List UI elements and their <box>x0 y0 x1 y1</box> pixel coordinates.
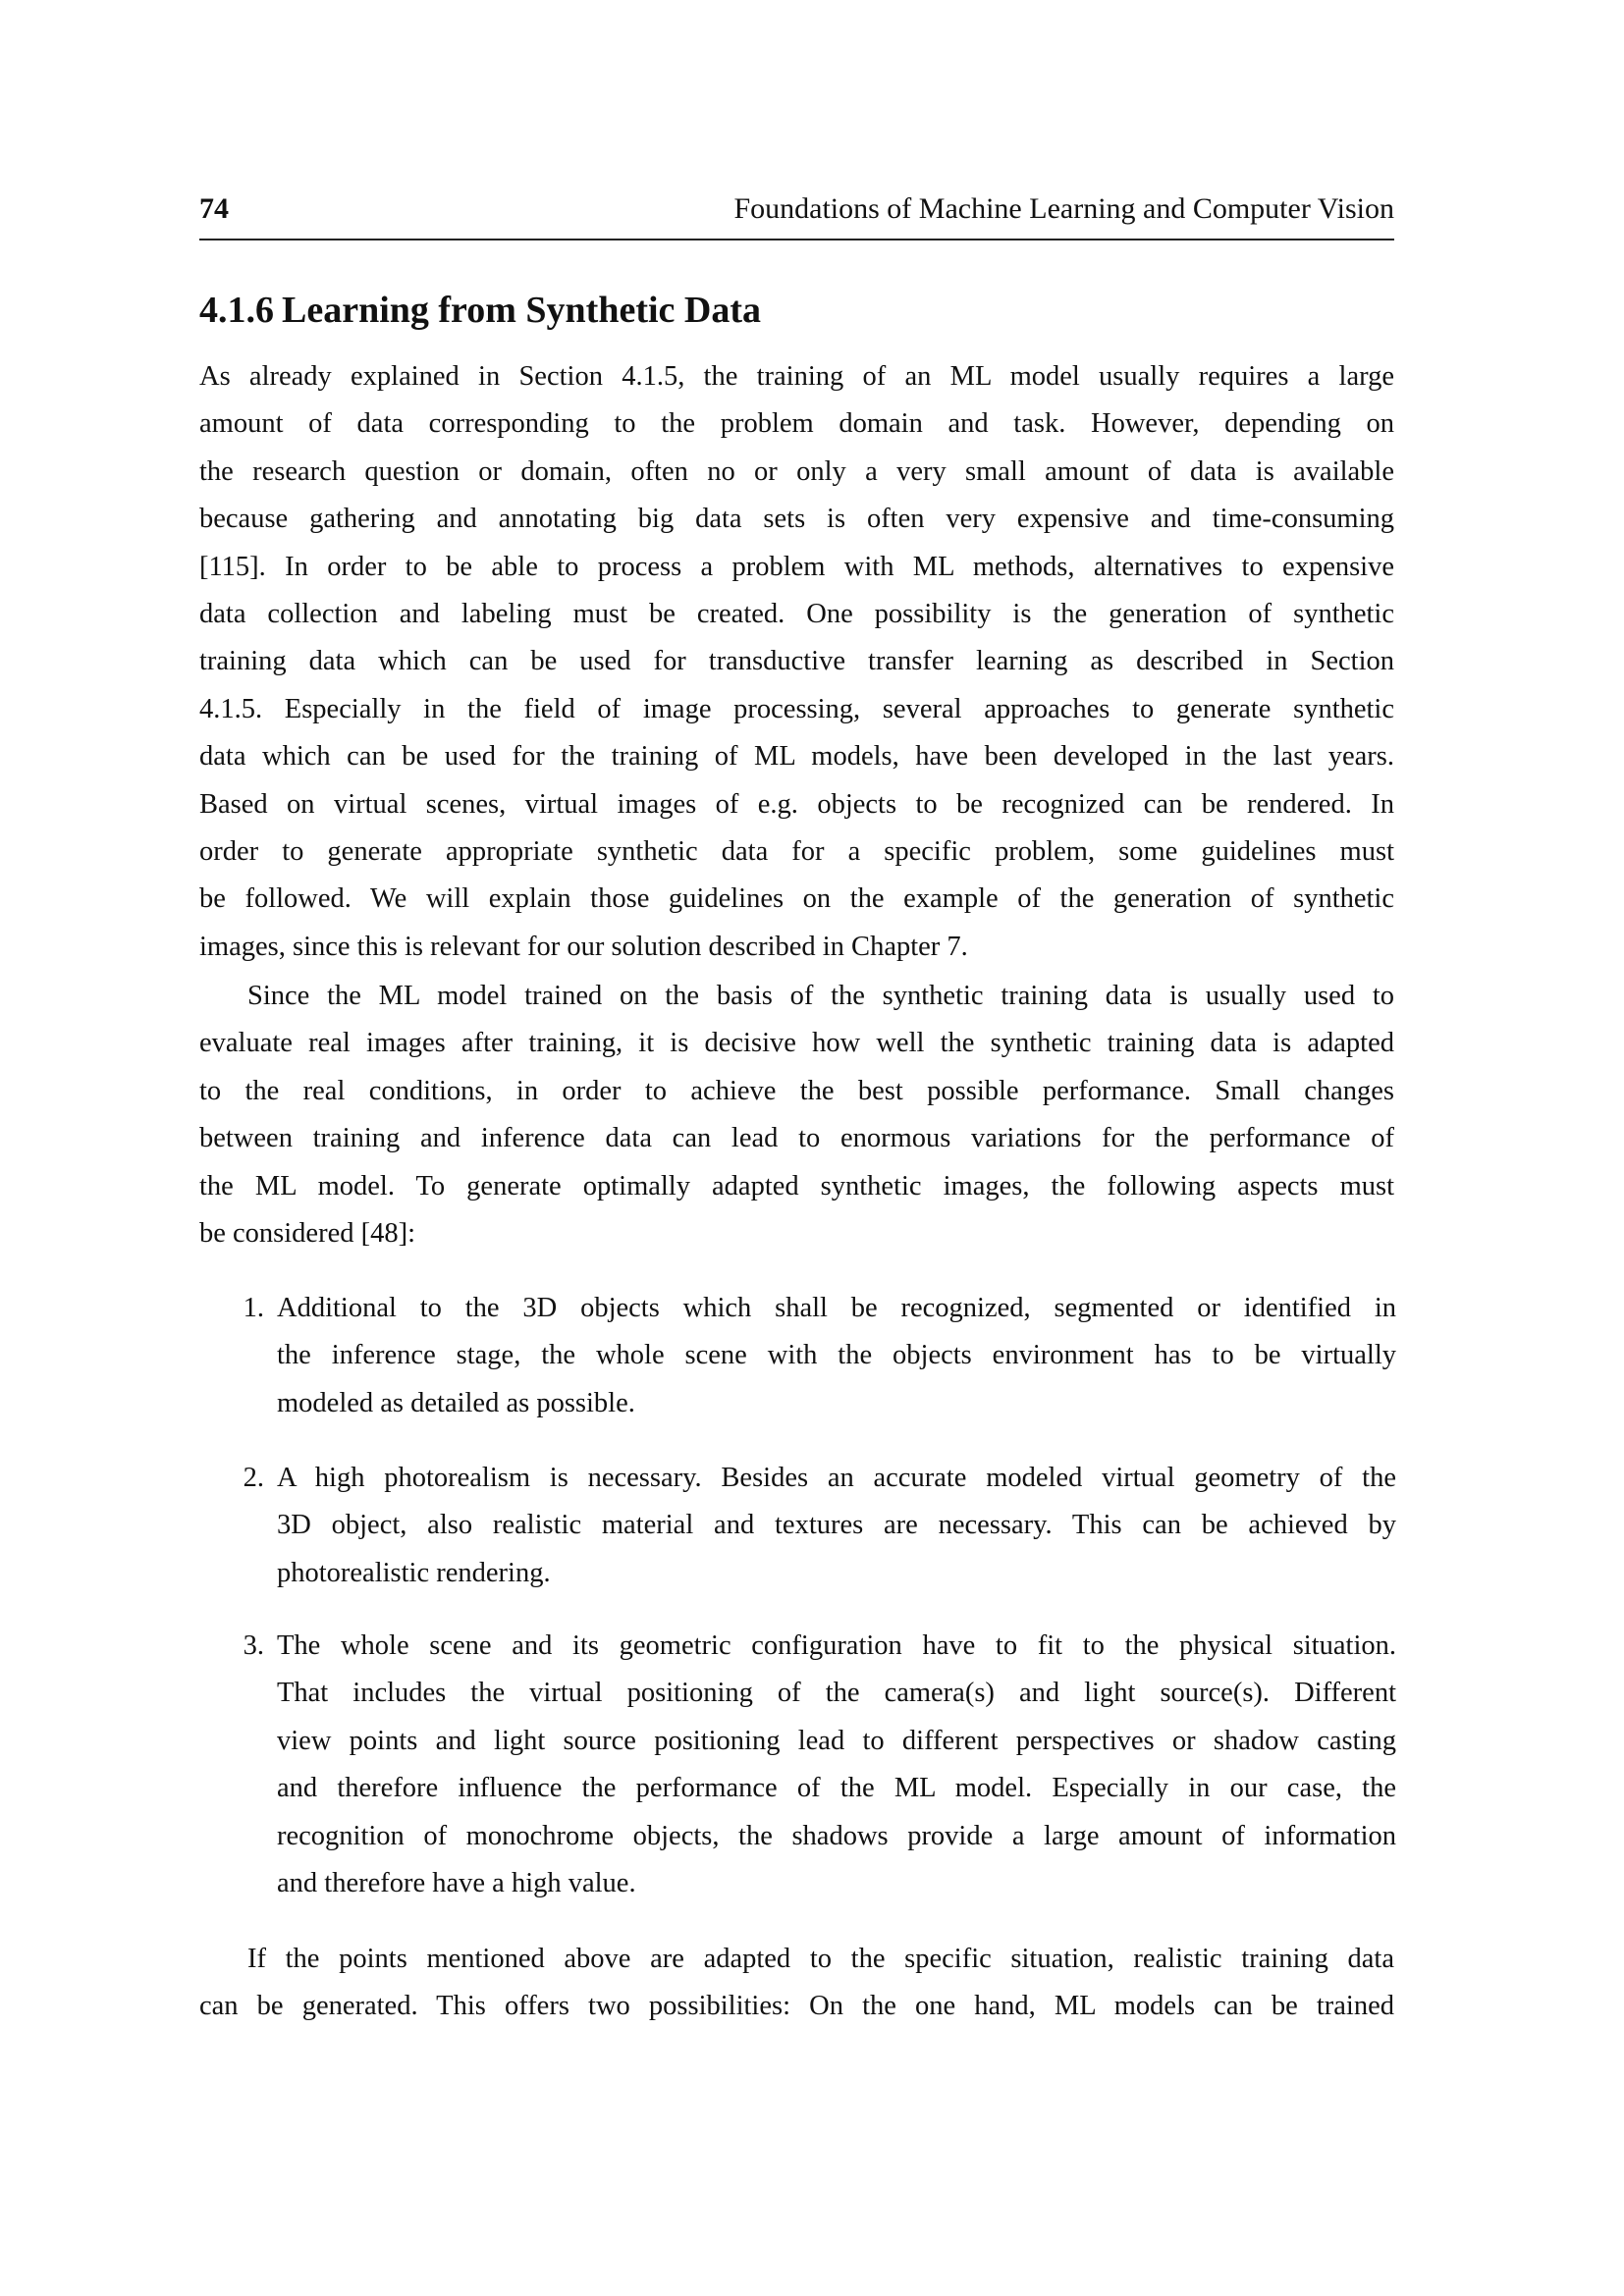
text-line: 4.1.5. Especially in the field of image processing, several approaches to generate synthetic <box>199 693 1394 724</box>
text-line: training data which can be used for transductive transfer learning as described in Section <box>199 646 1394 677</box>
list-number: 1. <box>243 1293 264 1323</box>
section-number: 4.1.6 <box>199 290 274 331</box>
text-line: be considered [48]: <box>199 1217 415 1249</box>
text-line: be followed. We will explain those guidelines on the example of the generation of synthetic <box>199 883 1394 915</box>
text-line: Since the ML model trained on the basis of the synthetic training data is usually used to <box>247 981 1394 1011</box>
text-line: images, since this is relevant for our solution described in Chapter 7. <box>199 931 968 962</box>
text-line: Based on virtual scenes, virtual images of e.g. objects to be recognized can be rendered. In <box>199 788 1394 820</box>
text-line: 3D object, also realistic material and textures are necessary. This can be achieved by <box>277 1510 1396 1541</box>
text-line: order to generate appropriate synthetic data for a specific problem, some guidelines must <box>199 835 1394 867</box>
text-line: and therefore have a high value. <box>277 1867 636 1898</box>
paragraph <box>199 973 1394 1257</box>
list-number: 2. <box>243 1463 264 1493</box>
text-line: to the real conditions, in order to achieve the best possible performance. Small changes <box>199 1075 1394 1106</box>
text-line: If the points mentioned above are adapted to the specific situation, realistic training data <box>247 1944 1394 1974</box>
text-line: That includes the virtual positioning of the camera(s) and light source(s). Different <box>277 1678 1396 1709</box>
text-line: photorealistic rendering. <box>277 1557 551 1588</box>
list-item-text <box>277 1455 1396 1597</box>
text-line: data which can be used for the training of ML models, have been developed in the last years. <box>199 741 1394 773</box>
running-title: Foundations of Machine Learning and Computer Vision <box>733 192 1394 225</box>
text-line: between training and inference data can lead to enormous variations for the performance of <box>199 1123 1394 1154</box>
text-line: recognition of monochrome objects, the shadows provide a large amount of information <box>277 1820 1396 1851</box>
page-number: 74 <box>199 192 229 225</box>
text-line: As already explained in Section 4.1.5, the training of an ML model usually requires a large <box>199 361 1394 392</box>
paragraph <box>199 353 1394 971</box>
text-line: amount of data corresponding to the problem domain and task. However, depending on <box>199 408 1394 440</box>
text-line: view points and light source positioning lead to different perspectives or shadow casting <box>277 1725 1396 1756</box>
list-item-text <box>277 1285 1396 1427</box>
text-line: data collection and labeling must be created. One possibility is the generation of synthetic <box>199 598 1394 629</box>
text-line: The whole scene and its geometric configuration have to fit to the physical situation. <box>277 1630 1396 1661</box>
paragraph <box>199 1936 1394 2031</box>
text-line: the ML model. To generate optimally adapted synthetic images, the following aspects must <box>199 1170 1394 1201</box>
text-line: the inference stage, the whole scene with the objects environment has to be virtually <box>277 1340 1396 1371</box>
text-line: modeled as detailed as possible. <box>277 1387 635 1418</box>
text-line: Additional to the 3D objects which shall be recognized, segmented or identified in <box>277 1293 1396 1323</box>
text-line: and therefore influence the performance of the ML model. Especially in our case, the <box>277 1773 1396 1804</box>
text-line: the research question or domain, often no or only a very small amount of data is available <box>199 455 1394 487</box>
text-line: A high photorealism is necessary. Besides an accurate modeled virtual geometry of the <box>277 1463 1396 1493</box>
section-heading <box>199 287 761 334</box>
text-line: evaluate real images after training, it is decisive how well the synthetic training data is adapted <box>199 1028 1394 1059</box>
text-line: can be generated. This offers two possibilities: On the one hand, ML models can be trained <box>199 1991 1394 2022</box>
section-title: Learning from Synthetic Data <box>282 290 761 331</box>
list-number: 3. <box>243 1630 264 1661</box>
list-item-text <box>277 1623 1396 1907</box>
header-rule <box>199 239 1394 240</box>
text-line: because gathering and annotating big data sets is often very expensive and time-consuming <box>199 504 1394 535</box>
text-line: [115]. In order to be able to process a problem with ML methods, alternatives to expensive <box>199 551 1394 582</box>
